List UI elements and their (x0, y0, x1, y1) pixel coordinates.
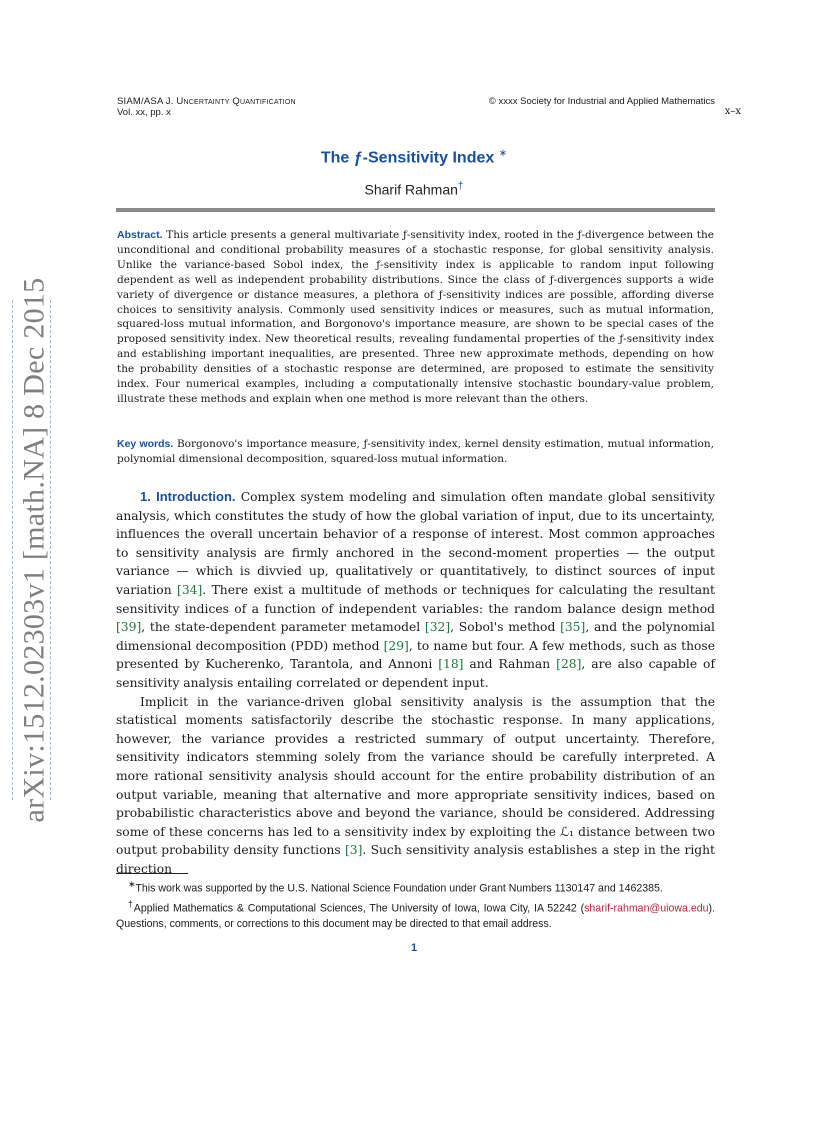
footnote-mark: ∗ (128, 879, 136, 889)
paragraph-text: . Such sensitivity analysis establishes a step in the right direction (116, 843, 715, 876)
author-footnote-mark: † (457, 181, 464, 192)
paragraph-text: , and the polynomial dimensional decomposition (PDD) method (116, 620, 715, 653)
paragraph-text: , are also capable of sensitivity analysis entailing correlated or dependent input. (116, 657, 716, 690)
abstract-label: Abstract. (117, 229, 163, 241)
journal-name: SIAM/ASA J. Uncertainty Quantification (117, 96, 296, 107)
paper-title (0, 148, 828, 167)
citation-link[interactable]: [34] (177, 582, 203, 597)
footnote-rule (116, 873, 188, 874)
author-name: Sharif Rahman (364, 181, 458, 198)
copyright-notice: © xxxx Society for Industrial and Applied Mathematics (488, 96, 715, 107)
paragraph-1 (116, 488, 715, 693)
paragraph-text: . There exist a multitude of methods or techniques for calculating the resultant sensitivity indices of a function of independent variables: the random balance design method (116, 582, 715, 616)
introduction-section (116, 488, 715, 878)
footnote-mark: † (128, 898, 134, 909)
keywords (117, 437, 714, 467)
abstract (117, 228, 714, 407)
footnote-text: ). Questions, comments, or corrections to this document may be directed to that email address. (116, 902, 715, 930)
page-number: 1 (410, 942, 418, 954)
arxiv-stamp (8, 277, 60, 823)
citation-link[interactable]: [35] (560, 620, 586, 635)
title-rule (116, 208, 715, 212)
title-text: The ƒ-Sensitivity Index (320, 149, 495, 167)
citation-link[interactable]: [39] (116, 620, 142, 635)
paragraph-text: Complex system modeling and simulation often mandate global sensitivity analysis, which constitutes the study of how the global variation of input, due to its uncertainty, influences the overall uncertain behavior of a response of interest. Most common approaches to sensitivity analysis are firmly anchored in the second-moment properties — the output variance — which is divvied up, qualitatively or quantitatively, to distinct sources of input variation (116, 490, 715, 597)
footnote-funding (116, 877, 715, 897)
page-range: x–x (724, 106, 741, 117)
paragraph-text: and Rahman (463, 657, 557, 672)
paragraph-text: Implicit in the variance-driven global sensitivity analysis is the assumption that the statistical moments satisfactorily describe the stochastic response. In many applications, however, the variance provides a restricted summary of output uncertainty. Therefore, sensitivity indicators stemming solely from the variance should be carefully interpreted. A more rational sensitivity analysis should account for the entire probability distribution of an output variable, meaning that alternative and more appropriate sensitivity indices, based on probabilistic characteristics above and beyond the variance, should be considered. Addressing some of these concerns has led to a sensitivity index by exploiting the ℒ₁ distance between two output probability density functions (116, 694, 715, 858)
citation-link[interactable]: [3] (344, 843, 363, 858)
citation-link[interactable]: [28] (556, 657, 582, 672)
citation-link[interactable]: [32] (424, 620, 451, 635)
footnote-affiliation (116, 897, 715, 932)
citation-link[interactable]: [29] (383, 638, 409, 653)
citation-link[interactable]: [18] (438, 657, 464, 672)
keywords-text: Borgonovo's importance measure, ƒ-sensitivity index, kernel density estimation, mutual information, polynomial dimensional decomposition, squared-loss mutual information. (117, 438, 714, 465)
author-email-link[interactable]: sharif-rahman@uiowa.edu (584, 902, 709, 915)
paragraph-text: , to name but four. A few methods, such as those presented by Kucherenko, Tarantola, and Annoni (116, 638, 715, 672)
keywords-label: Key words. (117, 438, 174, 450)
paragraph-text: , the state-dependent parameter metamodel (141, 620, 425, 635)
arxiv-identifier: arXiv:1512.02303v1 [math.NA] 8 Dec 2015 (17, 277, 50, 823)
running-head-journal (117, 96, 296, 118)
paragraph-text: , Sobol's method (450, 620, 561, 635)
title-footnote-mark: ∗ (498, 148, 508, 159)
section-title: Introduction. (156, 489, 236, 504)
footnotes (116, 877, 715, 932)
author-line (0, 181, 828, 198)
section-number: 1. (140, 489, 151, 504)
footnote-text: Applied Mathematics & Computational Sciences, The University of Iowa, Iowa City, IA 52242 ( (133, 902, 585, 915)
journal-volume: Vol. xx, pp. x (117, 107, 171, 118)
paragraph-2 (116, 693, 715, 879)
footnote-text: This work was supported by the U.S. National Science Foundation under Grant Numbers 1130147 and 1462385. (135, 882, 663, 895)
abstract-text: This article presents a general multivariate ƒ-sensitivity index, rooted in the ƒ-divergence between the unconditional and conditional probability measures of a stochastic response, for global sensitivity analysis. Unlike the variance-based Sobol index, the ƒ-sensitivity index is applicable to random input following dependent as well as independent probability distributions. Since the class of ƒ-divergences supports a wide variety of divergence or distance measures, a plethora of ƒ-sensitivity indices are possible, affording diverse choices to sensitivity analysis. Commonly used sensitivity indices or measures, such as mutual information, squared-loss mutual information, and Borgonovo's importance measure, are shown to be special cases of the proposed sensitivity index. New theoretical results, revealing fundamental properties of the ƒ-sensitivity index and establishing important inequalities, are presented. Three new approximate methods, depending on how the probability densities of a stochastic response are determined, are proposed to estimate the sensitivity index. Four numerical examples, including a computationally intensive stochastic boundary-value problem, illustrate these methods and explain when one method is more relevant than the others. (117, 229, 714, 405)
